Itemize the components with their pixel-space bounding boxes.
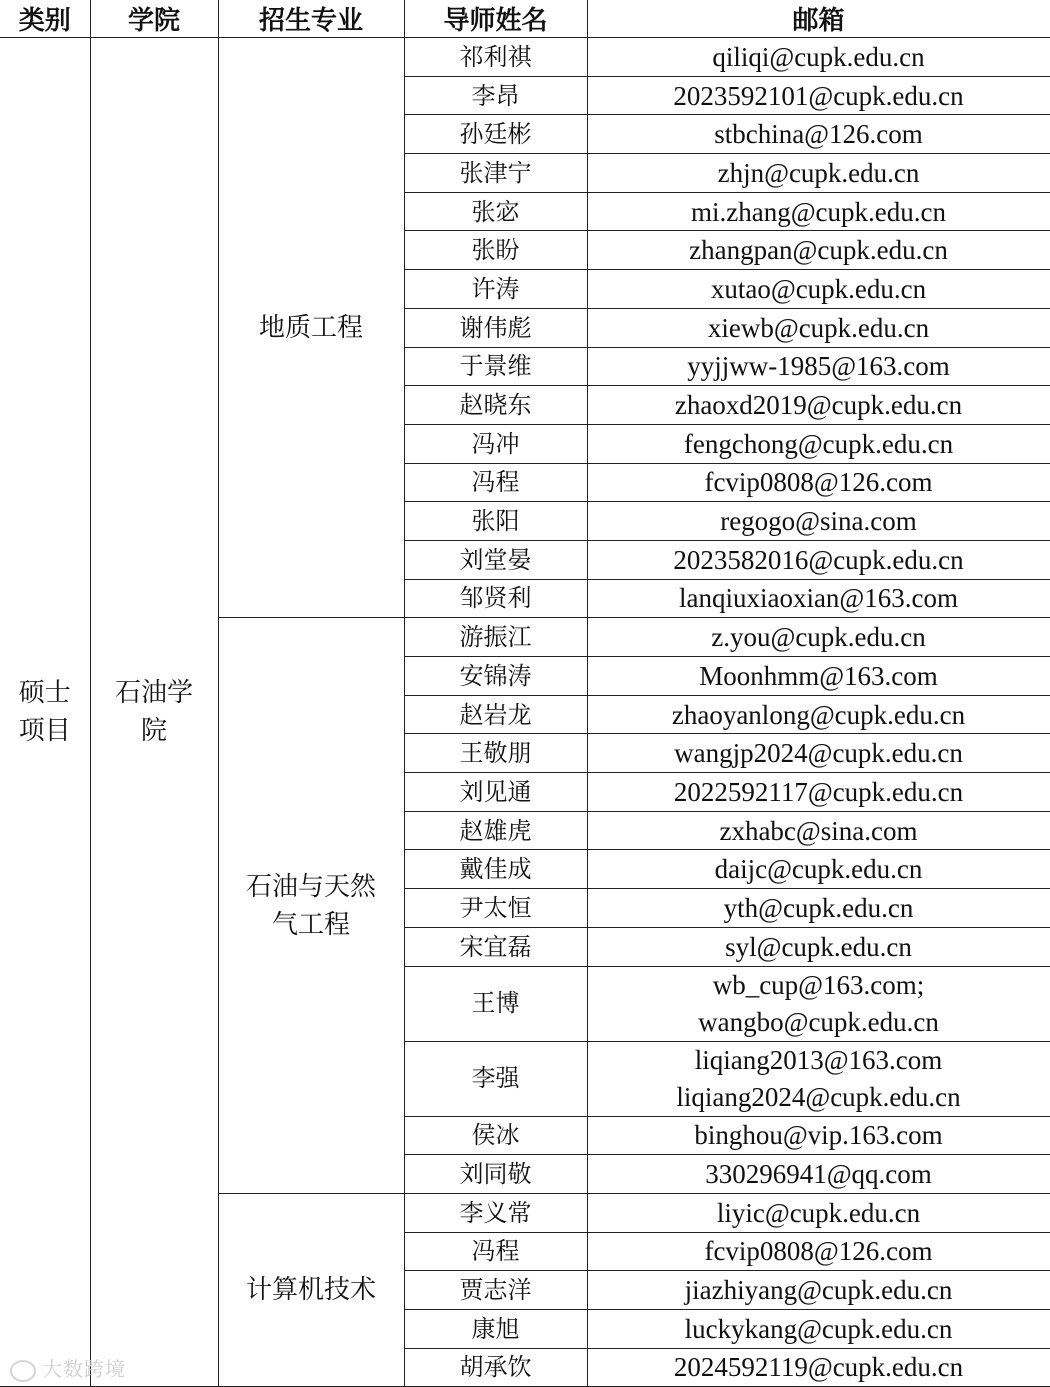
email-cell	[587, 773, 1050, 812]
email-cell	[587, 850, 1050, 889]
email-cell	[587, 540, 1050, 579]
advisor-name-cell: 安锦涛	[404, 657, 587, 696]
advisor-name-cell: 冯程	[404, 463, 587, 502]
email-cell	[587, 927, 1050, 966]
email-cell	[587, 386, 1050, 425]
advisor-name-cell: 赵晓东	[404, 386, 587, 425]
email-cell	[587, 76, 1050, 115]
email-text: zhaoxd2019@cupk.edu.cn	[674, 390, 963, 421]
email-cell	[587, 1155, 1050, 1194]
header-major: 招生专业	[218, 0, 404, 38]
email-text: 330296941@qq.com	[705, 1159, 932, 1190]
email-text: regogo@sina.com	[720, 506, 917, 537]
email-cell	[587, 308, 1050, 347]
advisor-name-cell: 李昂	[404, 76, 587, 115]
header-email: 邮箱	[587, 0, 1050, 38]
email-cell	[587, 657, 1050, 696]
email-text: mi.zhang@cupk.edu.cn	[690, 196, 947, 227]
advisor-name-cell: 宋宜磊	[404, 927, 587, 966]
email-cell	[587, 889, 1050, 928]
email-cell	[587, 966, 1050, 1041]
email-text: syl@cupk.edu.cn	[725, 931, 912, 962]
major-cell: 计算机技术	[218, 1193, 404, 1386]
email-cell	[587, 154, 1050, 193]
advisor-name-cell: 孙廷彬	[404, 115, 587, 154]
watermark: 大数跨境	[10, 1353, 126, 1382]
email-text: xutao@cupk.edu.cn	[710, 273, 927, 304]
advisor-name-cell: 戴佳成	[404, 850, 587, 889]
email-cell	[587, 695, 1050, 734]
email-cell	[587, 424, 1050, 463]
email-cell	[587, 347, 1050, 386]
email-cell	[587, 192, 1050, 231]
email-cell	[587, 1232, 1050, 1271]
advisor-name-cell: 许涛	[404, 270, 587, 309]
email-cell	[587, 270, 1050, 309]
email-text: wangjp2024@cupk.edu.cn	[674, 738, 963, 769]
advisor-name-cell: 邹贤利	[404, 579, 587, 618]
email-text: wb_cup@163.com;	[712, 969, 925, 1000]
advisor-name-cell: 刘堂晏	[404, 540, 587, 579]
advisor-name-cell: 张宓	[404, 192, 587, 231]
advisor-name-cell: 贾志洋	[404, 1271, 587, 1310]
advisor-name-cell: 王博	[404, 966, 587, 1041]
advisor-name-cell: 康旭	[404, 1309, 587, 1348]
email-text: jiazhiyang@cupk.edu.cn	[684, 1275, 953, 1306]
email-text: wangbo@cupk.edu.cn	[698, 1006, 939, 1037]
advisor-name-cell: 胡承饮	[404, 1348, 587, 1387]
email-cell	[587, 579, 1050, 618]
advisor-name-cell: 冯冲	[404, 424, 587, 463]
email-cell	[587, 1348, 1050, 1387]
email-text: 2022592117@cupk.edu.cn	[673, 776, 964, 807]
advisor-name-cell: 侯冰	[404, 1116, 587, 1155]
advisor-name-cell: 王敬朋	[404, 734, 587, 773]
table-row	[0, 38, 1050, 77]
advisor-name-cell: 张阳	[404, 502, 587, 541]
email-cell	[587, 463, 1050, 502]
email-text: daijc@cupk.edu.cn	[714, 854, 923, 885]
advisor-name-cell: 张盼	[404, 231, 587, 270]
email-text: stbchina@126.com	[714, 119, 923, 150]
email-cell	[587, 115, 1050, 154]
advisor-name-cell: 尹太恒	[404, 889, 587, 928]
header-category: 类别	[0, 0, 90, 38]
email-text: zhjn@cupk.edu.cn	[717, 157, 920, 188]
email-text: binghou@vip.163.com	[694, 1120, 943, 1151]
header-advisor: 导师姓名	[404, 0, 587, 38]
email-text: liqiang2013@163.com	[694, 1044, 943, 1075]
email-text: yyjjww-1985@163.com	[687, 351, 950, 382]
email-cell	[587, 811, 1050, 850]
email-cell	[587, 231, 1050, 270]
category-cell: 硕士项目	[0, 38, 90, 1387]
email-text: zxhabc@sina.com	[719, 815, 918, 846]
watermark-logo-icon	[10, 1360, 36, 1382]
advisor-name-cell: 李义常	[404, 1193, 587, 1232]
header-college: 学院	[90, 0, 218, 38]
email-cell	[587, 1271, 1050, 1310]
email-text: liqiang2024@cupk.edu.cn	[676, 1081, 961, 1112]
advisor-name-cell: 刘同敬	[404, 1155, 587, 1194]
major-cell: 地质工程	[218, 38, 404, 618]
advisor-name-cell: 赵岩龙	[404, 695, 587, 734]
email-text: lanqiuxiaoxian@163.com	[678, 583, 959, 614]
email-text: yth@cupk.edu.cn	[723, 892, 914, 923]
email-text: xiewb@cupk.edu.cn	[707, 312, 930, 343]
email-text: fcvip0808@126.com	[704, 467, 933, 498]
email-text: zhaoyanlong@cupk.edu.cn	[671, 699, 966, 730]
email-text: liyic@cupk.edu.cn	[716, 1197, 921, 1228]
email-text: fcvip0808@126.com	[704, 1236, 933, 1267]
advisor-name-cell: 祁利祺	[404, 38, 587, 77]
email-cell	[587, 502, 1050, 541]
email-text: Moonhmm@163.com	[699, 660, 938, 691]
email-text: luckykang@cupk.edu.cn	[684, 1313, 953, 1344]
advisor-name-cell: 于景维	[404, 347, 587, 386]
table-header-row	[0, 0, 1050, 38]
table-body	[0, 38, 1050, 1387]
advisor-name-cell: 刘见通	[404, 773, 587, 812]
email-text: qiliqi@cupk.edu.cn	[712, 41, 925, 72]
advisor-name-cell: 游振江	[404, 618, 587, 657]
advisor-name-cell: 李强	[404, 1041, 587, 1116]
email-text: 2024592119@cupk.edu.cn	[673, 1352, 964, 1383]
advisor-name-cell: 赵雄虎	[404, 811, 587, 850]
email-cell	[587, 1041, 1050, 1116]
email-text: 2023582016@cupk.edu.cn	[673, 544, 964, 575]
email-text: 2023592101@cupk.edu.cn	[673, 80, 964, 111]
advisor-name-cell: 谢伟彪	[404, 308, 587, 347]
email-cell	[587, 734, 1050, 773]
email-text: fengchong@cupk.edu.cn	[683, 428, 954, 459]
advisor-name-cell: 冯程	[404, 1232, 587, 1271]
email-cell	[587, 1309, 1050, 1348]
email-cell	[587, 618, 1050, 657]
advisor-name-cell: 张津宁	[404, 154, 587, 193]
email-cell	[587, 38, 1050, 77]
college-cell: 石油学院	[90, 38, 218, 1387]
email-text: z.you@cupk.edu.cn	[711, 622, 926, 653]
email-cell	[587, 1116, 1050, 1155]
major-cell: 石油与天然气工程	[218, 618, 404, 1194]
email-cell	[587, 1193, 1050, 1232]
email-text: zhangpan@cupk.edu.cn	[689, 235, 948, 266]
